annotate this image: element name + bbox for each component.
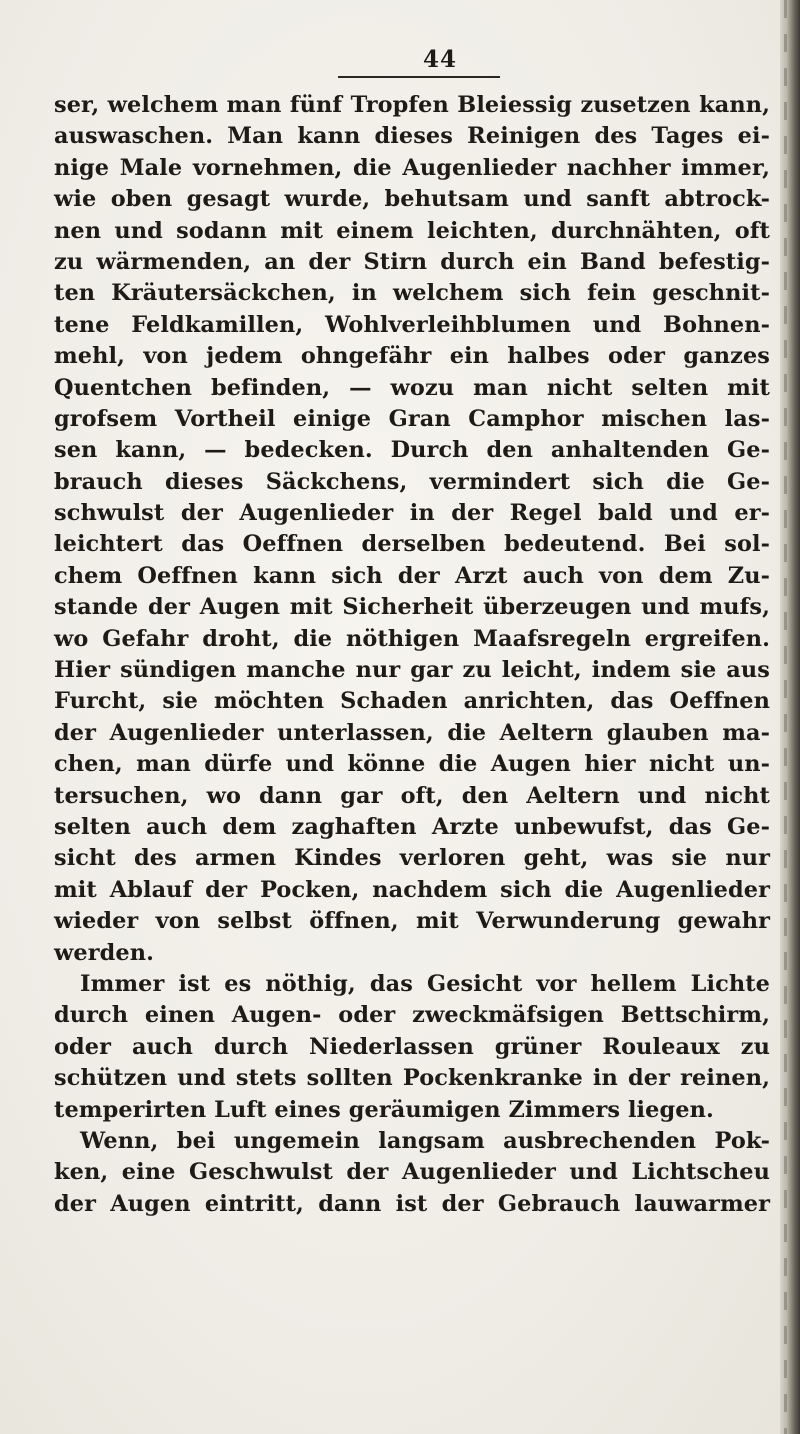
text-line: nen und sodann mit einem leichten, durchnähten, oft	[54, 217, 770, 244]
text-line: chen, man dürfe und könne die Augen hier nicht un-	[54, 751, 770, 778]
text-line: tersuchen, wo dann gar oft, den Aeltern und nicht	[54, 782, 770, 809]
text-line: durch einen Augen- oder zweckmäfsigen Bettschirm,	[54, 1002, 770, 1029]
text-line: zu wärmenden, an der Stirn durch ein Band befestig-	[54, 248, 770, 275]
text-line: sen kann, — bedecken. Durch den anhaltenden Ge-	[54, 437, 770, 464]
text-line: ten Kräutersäckchen, in welchem sich fein geschnit-	[54, 280, 770, 307]
paragraph-end-line: werden.	[54, 939, 154, 966]
paragraph-start-line: Immer ist es nöthig, das Gesicht vor hellem Lichte	[80, 970, 770, 997]
text-line: nige Male vornehmen, die Augenlieder nachher immer,	[54, 154, 770, 181]
text-line: tene Feldkamillen, Wohlverleihblumen und Bohnen-	[54, 311, 770, 338]
text-line: schwulst der Augenlieder in der Regel bald und er-	[54, 500, 770, 527]
text-line: chem Oeffnen kann sich der Arzt auch von dem Zu-	[54, 562, 770, 589]
paragraph-end-line: temperirten Luft eines geräumigen Zimmers liegen.	[54, 1096, 714, 1123]
body-text	[54, 90, 770, 1220]
page-number: 44	[422, 46, 457, 73]
page-binding-edge	[780, 0, 800, 1434]
page-header	[0, 0, 800, 80]
text-line: wie oben gesagt wurde, behutsam und sanft abtrock-	[54, 186, 770, 213]
text-line: Hier sündigen manche nur gar zu leicht, indem sie aus	[54, 657, 770, 684]
text-line: mit Ablauf der Pocken, nachdem sich die Augenlieder	[54, 876, 770, 903]
text-line: stande der Augen mit Sicherheit überzeugen und mufs,	[54, 594, 770, 621]
text-line: selten auch dem zaghaften Arzte unbewufst, das Ge-	[54, 813, 770, 840]
text-line: Quentchen befinden, — wozu man nicht selten mit	[54, 374, 770, 401]
text-line: wo Gefahr droht, die nöthigen Maafsregeln ergreifen.	[54, 625, 770, 652]
text-line: ken, eine Geschwulst der Augenlieder und Lichtscheu	[54, 1159, 770, 1186]
text-line: schützen und stets sollten Pockenkranke in der reinen,	[54, 1065, 770, 1092]
text-line: der Augen eintritt, dann ist der Gebrauch lauwarmer	[54, 1190, 770, 1217]
text-line: der Augenlieder unterlassen, die Aeltern glauben ma-	[54, 719, 770, 746]
text-line: Furcht, sie möchten Schaden anrichten, das Oeffnen	[54, 688, 770, 715]
text-line: wieder von selbst öffnen, mit Verwunderung gewahr	[54, 908, 770, 935]
text-line: auswaschen. Man kann dieses Reinigen des Tages ei-	[54, 123, 770, 150]
text-line: leichtert das Oeffnen derselben bedeutend. Bei sol-	[54, 531, 770, 558]
text-line: grofsem Vortheil einige Gran Camphor mischen las-	[54, 405, 770, 432]
text-line: mehl, von jedem ohngefähr ein halbes oder ganzes	[54, 343, 770, 370]
header-rule	[338, 76, 500, 78]
text-line: ser, welchem man fünf Tropfen Bleiessig zusetzen kann,	[54, 92, 770, 118]
paragraph-start-line: Wenn, bei ungemein langsam ausbrechenden Pok-	[80, 1127, 770, 1154]
text-line: sicht des armen Kindes verloren geht, was sie nur	[54, 845, 770, 872]
text-line: oder auch durch Niederlassen grüner Rouleaux zu	[54, 1033, 770, 1060]
text-line: brauch dieses Säckchens, vermindert sich die Ge-	[54, 468, 770, 495]
